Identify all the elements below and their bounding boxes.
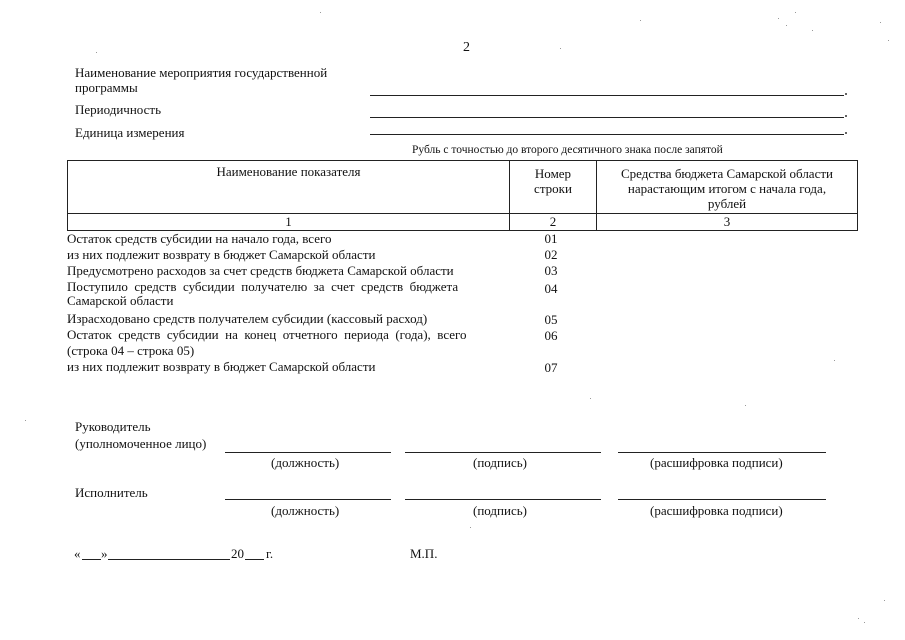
date-year-line	[245, 559, 264, 560]
row-number: 06	[544, 328, 558, 343]
date-close-quote: »	[101, 546, 108, 561]
decoding-caption: (расшифровка подписи)	[650, 455, 783, 470]
row-label: Остаток средств субсидии на конец отчетного периода (года), всего	[67, 327, 467, 342]
row-number: 05	[544, 312, 558, 327]
field-end-dot	[845, 132, 847, 134]
signature-caption: (подпись)	[473, 455, 527, 470]
unit-note: Рубль с точностью до второго десятичного знака после запятой	[412, 144, 723, 156]
col3-header	[597, 161, 858, 214]
date-year-prefix: 20	[231, 546, 244, 561]
row-label: из них подлежит возврату в бюджет Самарской области	[67, 359, 376, 374]
page-number: 2	[463, 40, 470, 55]
col2-header-line2: строки	[534, 181, 572, 196]
row-number: 04	[544, 281, 558, 296]
col2-header	[510, 161, 597, 214]
field-end-dot	[845, 115, 847, 117]
col3-header-line1: Средства бюджета Самарской области	[621, 166, 833, 181]
row-number: 01	[544, 231, 558, 246]
position-caption: (должность)	[271, 503, 340, 518]
col1-header-text: Наименование показателя	[216, 164, 361, 179]
row-label-cont: (строка 04 – строка 05)	[67, 343, 195, 358]
row-number: 07	[544, 360, 558, 375]
periodicity-label: Периодичность	[75, 102, 162, 117]
date-day-line	[82, 559, 101, 560]
col2-header-line1: Номер	[534, 166, 572, 181]
col3-number: 3	[597, 214, 858, 231]
decoding-caption: (расшифровка подписи)	[650, 503, 783, 518]
col2-number: 2	[510, 214, 597, 231]
row-label-cont: Самарской области	[67, 293, 174, 308]
position-caption: (должность)	[271, 455, 340, 470]
head-position-line	[225, 452, 391, 453]
executor-signature-line	[405, 499, 601, 500]
unit-field	[370, 134, 844, 135]
signature-caption: (подпись)	[473, 503, 527, 518]
head-label: Руководитель	[75, 419, 151, 434]
col3-header-line3: рублей	[707, 196, 747, 211]
event-name-label: Наименование мероприятия государственной	[75, 65, 328, 80]
col1-header	[68, 161, 510, 214]
date-open-quote: «	[74, 546, 81, 561]
row-label: Предусмотрено расходов за счет средств бюджета Самарской области	[67, 263, 454, 278]
row-label: Израсходовано средств получателем субсидии (кассовый расход)	[67, 311, 428, 326]
event-name-label-cont: программы	[75, 80, 138, 95]
event-name-field	[370, 95, 844, 96]
field-end-dot	[845, 93, 847, 95]
head-label-cont: (уполномоченное лицо)	[75, 436, 207, 451]
executor-decoding-line	[618, 499, 826, 500]
unit-label: Единица измерения	[75, 125, 185, 140]
stamp-place: М.П.	[410, 546, 438, 561]
col1-number: 1	[68, 214, 510, 231]
row-label: из них подлежит возврату в бюджет Самарской области	[67, 247, 376, 262]
row-label: Остаток средств субсидии на начало года, всего	[67, 231, 332, 246]
head-decoding-line	[618, 452, 826, 453]
row-label: Поступило средств субсидии получателю за счет средств бюджета	[67, 279, 459, 294]
indicator-table	[67, 160, 858, 231]
col3-header-line2: нарастающим итогом с начала года,	[627, 181, 827, 196]
executor-position-line	[225, 499, 391, 500]
periodicity-field	[370, 117, 844, 118]
row-number: 02	[544, 247, 558, 262]
head-signature-line	[405, 452, 601, 453]
executor-label: Исполнитель	[75, 485, 148, 500]
row-number: 03	[544, 263, 558, 278]
date-year-suffix: г.	[266, 546, 274, 561]
date-month-line	[108, 559, 230, 560]
